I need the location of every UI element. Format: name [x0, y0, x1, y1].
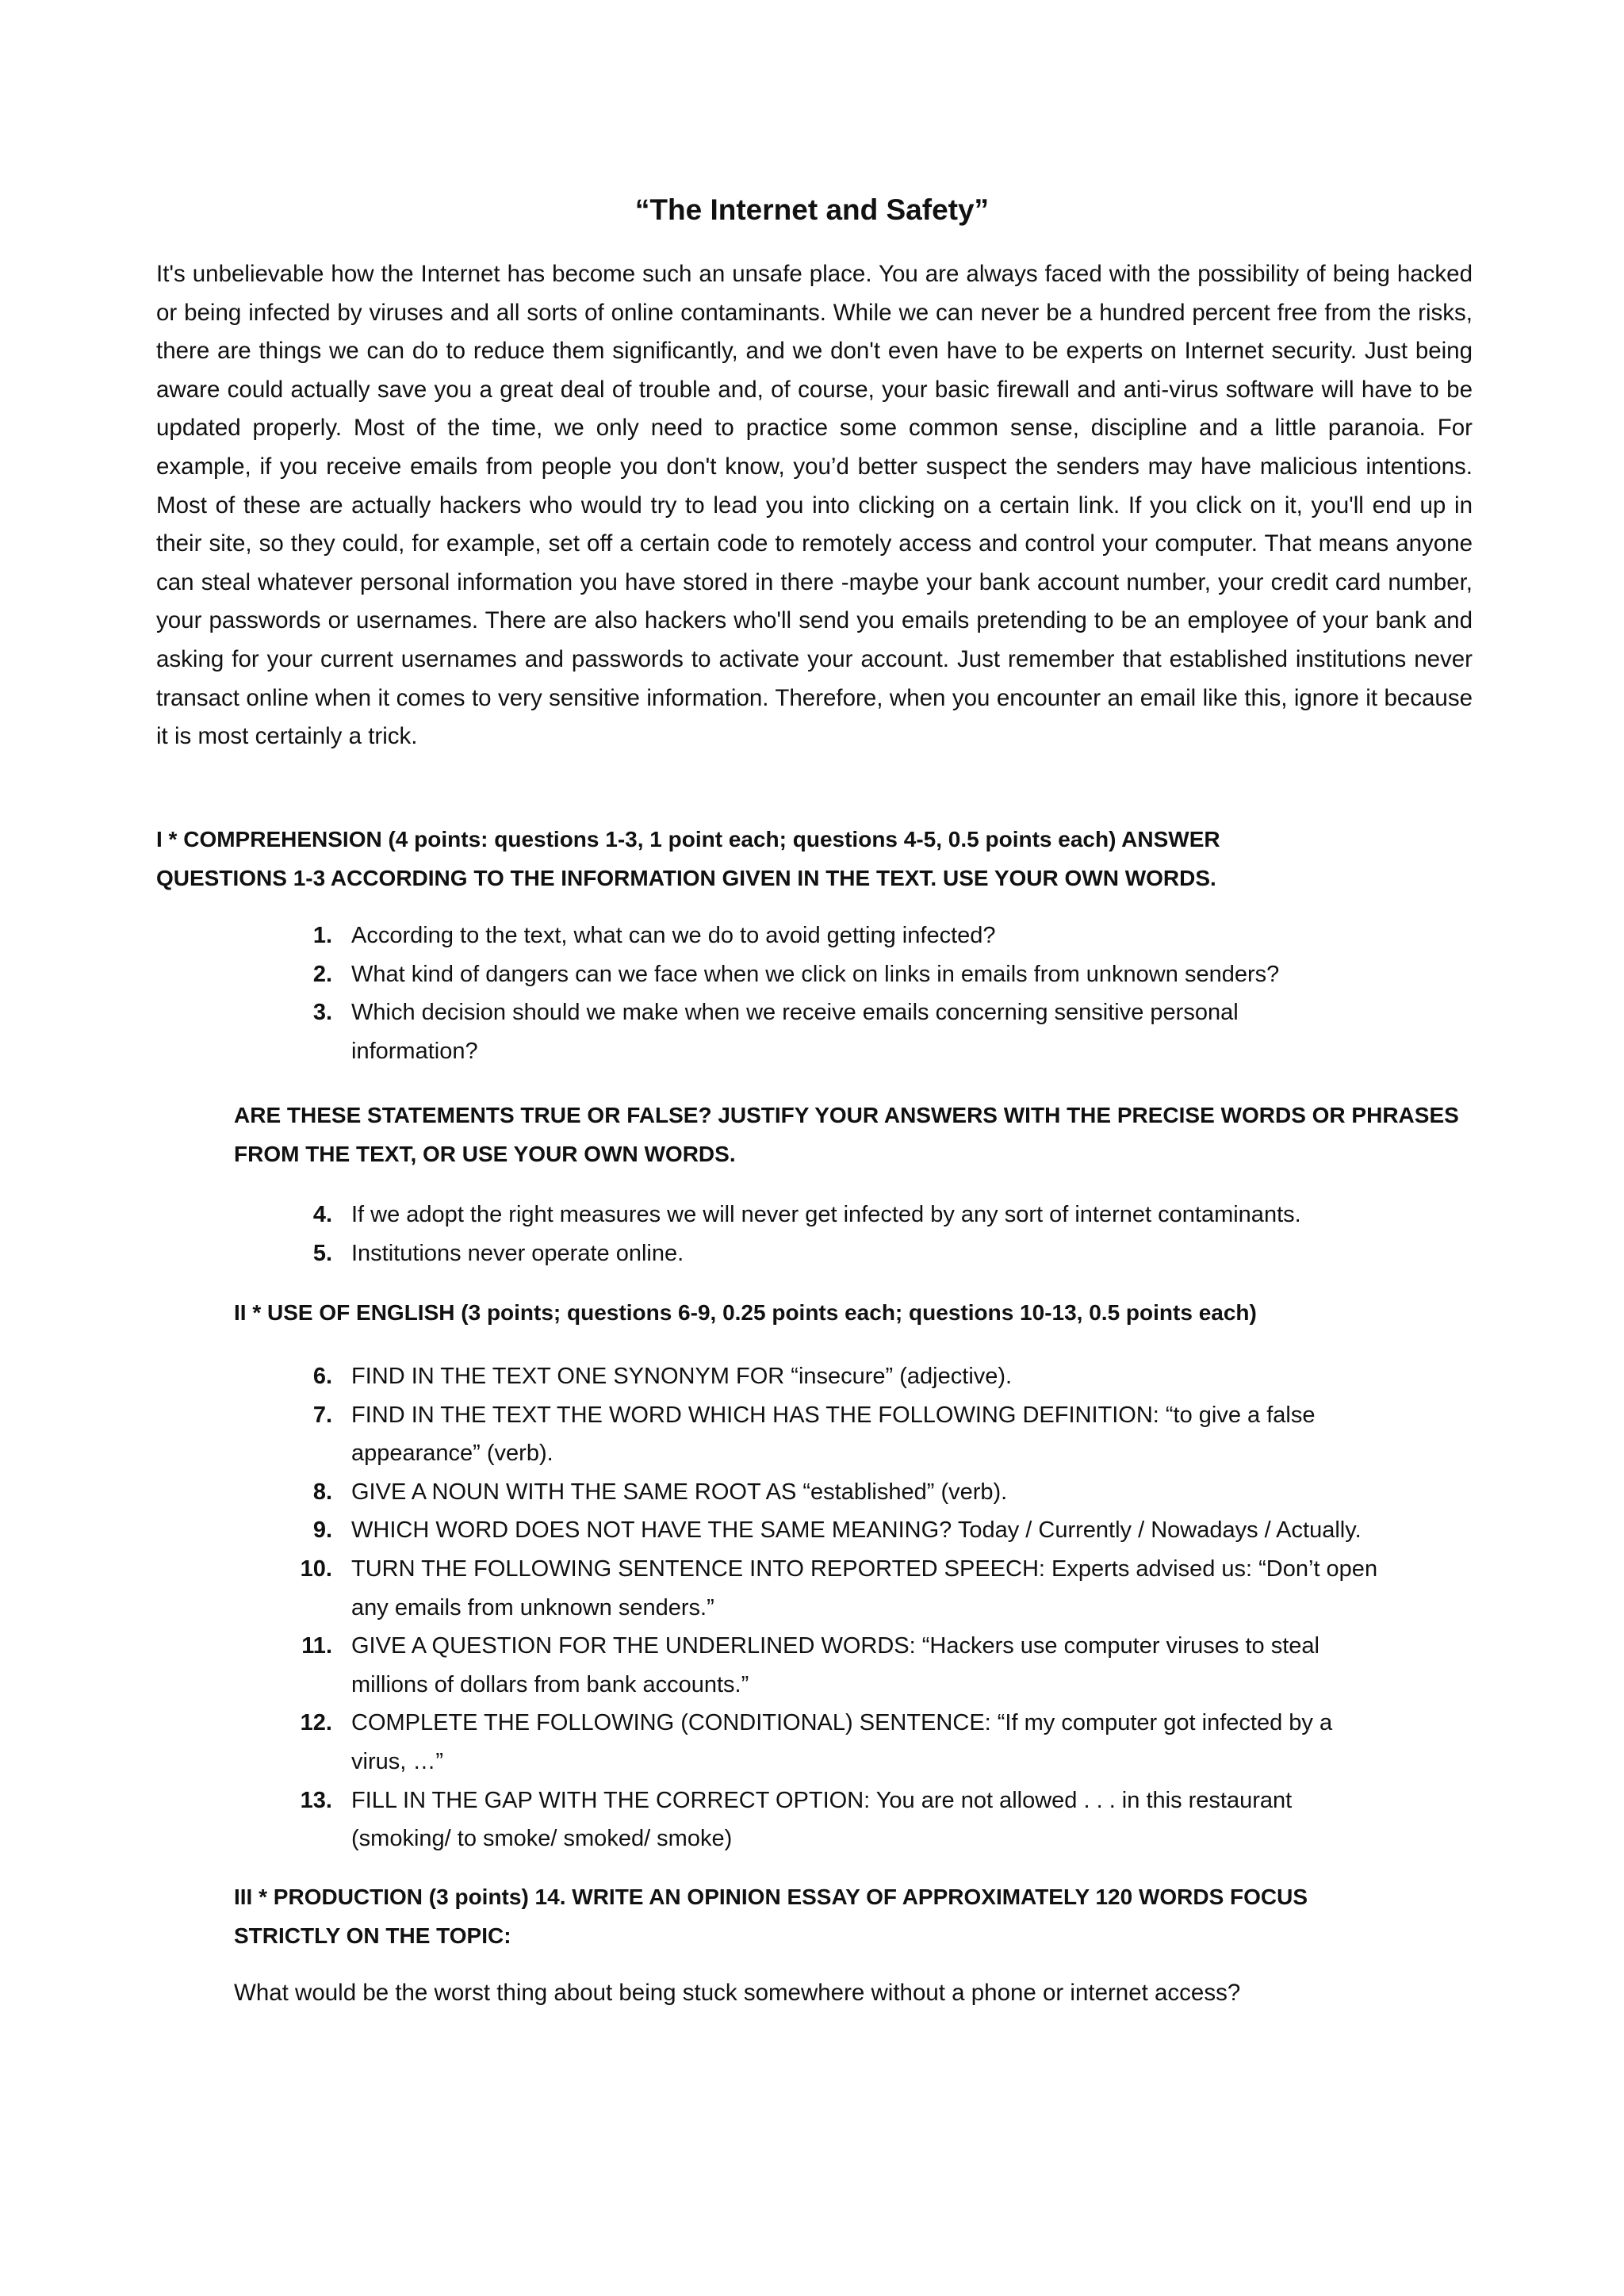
- true-false-heading-line-2: FROM THE TEXT, OR USE YOUR OWN WORDS.: [234, 1142, 736, 1166]
- section-3-heading-line-2: STRICTLY ON THE TOPIC:: [234, 1923, 511, 1948]
- use-of-english-questions-list: [282, 1357, 1471, 1858]
- section-1-heading: [156, 820, 1504, 897]
- document-title: “The Internet and Safety”: [634, 193, 990, 226]
- reading-passage: It's unbelievable how the Internet has become such an unsafe place. You are always faced with the possibility of being hacked or being infected by viruses and all sorts of online contaminants. While we can never be a hundred percent free from the risks, there are things we can do to reduce them significantly, and we don't even have to be experts on Internet security. Just being aware could actually save you a great deal of trouble and, of course, your basic firewall and anti-virus software will have to be updated properly. Most of the time, we only need to practice some common sense, discipline and a little paranoia. For example, if you receive emails from people you don't know, you’d better suspect the senders may have malicious intentions. Most of these are actually hackers who would try to lead you into clicking on a certain link. If you click on it, you'll end up in their site, so they could, for example, set off a certain code to remotely access and control your computer. That means anyone can steal whatever personal information you have stored in there -maybe your bank account number, your credit card number, your passwords or usernames. There are also hackers who'll send you emails pretending to be an employee of your bank and asking for your current usernames and passwords to activate your account. Just remember that established institutions never transact online when it comes to very sensitive information. Therefore, when you encounter an email like this, ignore it because it is most certainly a trick.: [156, 261, 1473, 750]
- section-3-heading: [234, 1877, 1503, 1955]
- question-number: 7.: [312, 1402, 332, 1428]
- question-item: [282, 1781, 1471, 1858]
- question-item: [282, 1550, 1471, 1627]
- question-number: 10.: [300, 1556, 332, 1582]
- question-number: 4.: [312, 1202, 332, 1227]
- question-number: 3.: [312, 1000, 332, 1026]
- question-text: If we adopt the right measures we will never get infected by any sort of internet contaminants.: [351, 1202, 1301, 1227]
- question-text: GIVE A QUESTION FOR THE UNDERLINED WORDS: “Hackers use computer viruses to steal millions of dollars from bank accounts.”: [351, 1633, 1320, 1697]
- question-item: [282, 1357, 1471, 1396]
- question-number: 2.: [312, 961, 332, 987]
- question-number: 5.: [312, 1240, 332, 1266]
- question-item: [282, 1196, 1471, 1234]
- question-number: 12.: [300, 1710, 332, 1736]
- question-text: FIND IN THE TEXT ONE SYNONYM FOR “insecure” (adjective).: [351, 1364, 1013, 1389]
- question-text: COMPLETE THE FOLLOWING (CONDITIONAL) SENTENCE: “If my computer got infected by a virus, …”: [351, 1710, 1333, 1774]
- question-item: [282, 1704, 1471, 1781]
- question-item: [282, 916, 1423, 955]
- section-3-heading-line-1: III * PRODUCTION (3 points) 14. WRITE AN OPINION ESSAY OF APPROXIMATELY 120 WORDS FOCUS: [234, 1885, 1308, 1909]
- question-text: GIVE A NOUN WITH THE SAME ROOT AS “established” (verb).: [351, 1479, 1008, 1505]
- question-text: What kind of dangers can we face when we click on links in emails from unknown senders?: [351, 961, 1280, 987]
- section-2-heading: II * USE OF ENGLISH (3 points; questions 6-9, 0.25 points each; questions 10-13, 0.5 points each): [234, 1300, 1257, 1325]
- question-text: FIND IN THE TEXT THE WORD WHICH HAS THE FOLLOWING DEFINITION: “to give a false appearance” (verb).: [351, 1402, 1316, 1467]
- question-item: [282, 1473, 1471, 1512]
- question-text: TURN THE FOLLOWING SENTENCE INTO REPORTED SPEECH: Experts advised us: “Don’t open any emails from unknown senders.”: [351, 1556, 1378, 1621]
- comprehension-questions-list: [282, 916, 1423, 1070]
- question-text: FILL IN THE GAP WITH THE CORRECT OPTION: You are not allowed . . . in this restaurant (smoking/ to smoke/ smoked/ smoke): [351, 1787, 1293, 1852]
- question-item: [282, 955, 1423, 994]
- section-1-heading-line-2: QUESTIONS 1-3 ACCORDING TO THE INFORMATION GIVEN IN THE TEXT. USE YOUR OWN WORDS.: [156, 866, 1216, 890]
- question-number: 8.: [312, 1479, 332, 1505]
- question-number: 9.: [312, 1517, 332, 1544]
- question-item: [282, 1396, 1471, 1473]
- section-1-heading-line-1: I * COMPREHENSION (4 points: questions 1-3, 1 point each; questions 4-5, 0.5 points each) ANSWER: [156, 827, 1220, 851]
- true-false-questions-list: [282, 1196, 1471, 1272]
- question-item: [282, 1234, 1471, 1273]
- question-item: [282, 993, 1423, 1070]
- question-number: 1.: [312, 923, 332, 948]
- question-text: Which decision should we make when we receive emails concerning sensitive personal information?: [351, 1000, 1239, 1064]
- question-text: WHICH WORD DOES NOT HAVE THE SAME MEANING? Today / Currently / Nowadays / Actually.: [351, 1517, 1362, 1544]
- question-item: [282, 1511, 1471, 1550]
- true-false-heading: [234, 1096, 1503, 1173]
- question-number: 11.: [301, 1633, 332, 1659]
- essay-topic: What would be the worst thing about being stuck somewhere without a phone or internet access?: [234, 1980, 1241, 2006]
- question-text: According to the text, what can we do to avoid getting infected?: [351, 923, 996, 948]
- true-false-heading-line-1: ARE THESE STATEMENTS TRUE OR FALSE? JUSTIFY YOUR ANSWERS WITH THE PRECISE WORDS OR PHRASES: [234, 1103, 1459, 1127]
- question-number: 6.: [312, 1364, 332, 1389]
- question-number: 13.: [300, 1787, 332, 1813]
- question-item: [282, 1627, 1471, 1704]
- question-text: Institutions never operate online.: [351, 1240, 684, 1266]
